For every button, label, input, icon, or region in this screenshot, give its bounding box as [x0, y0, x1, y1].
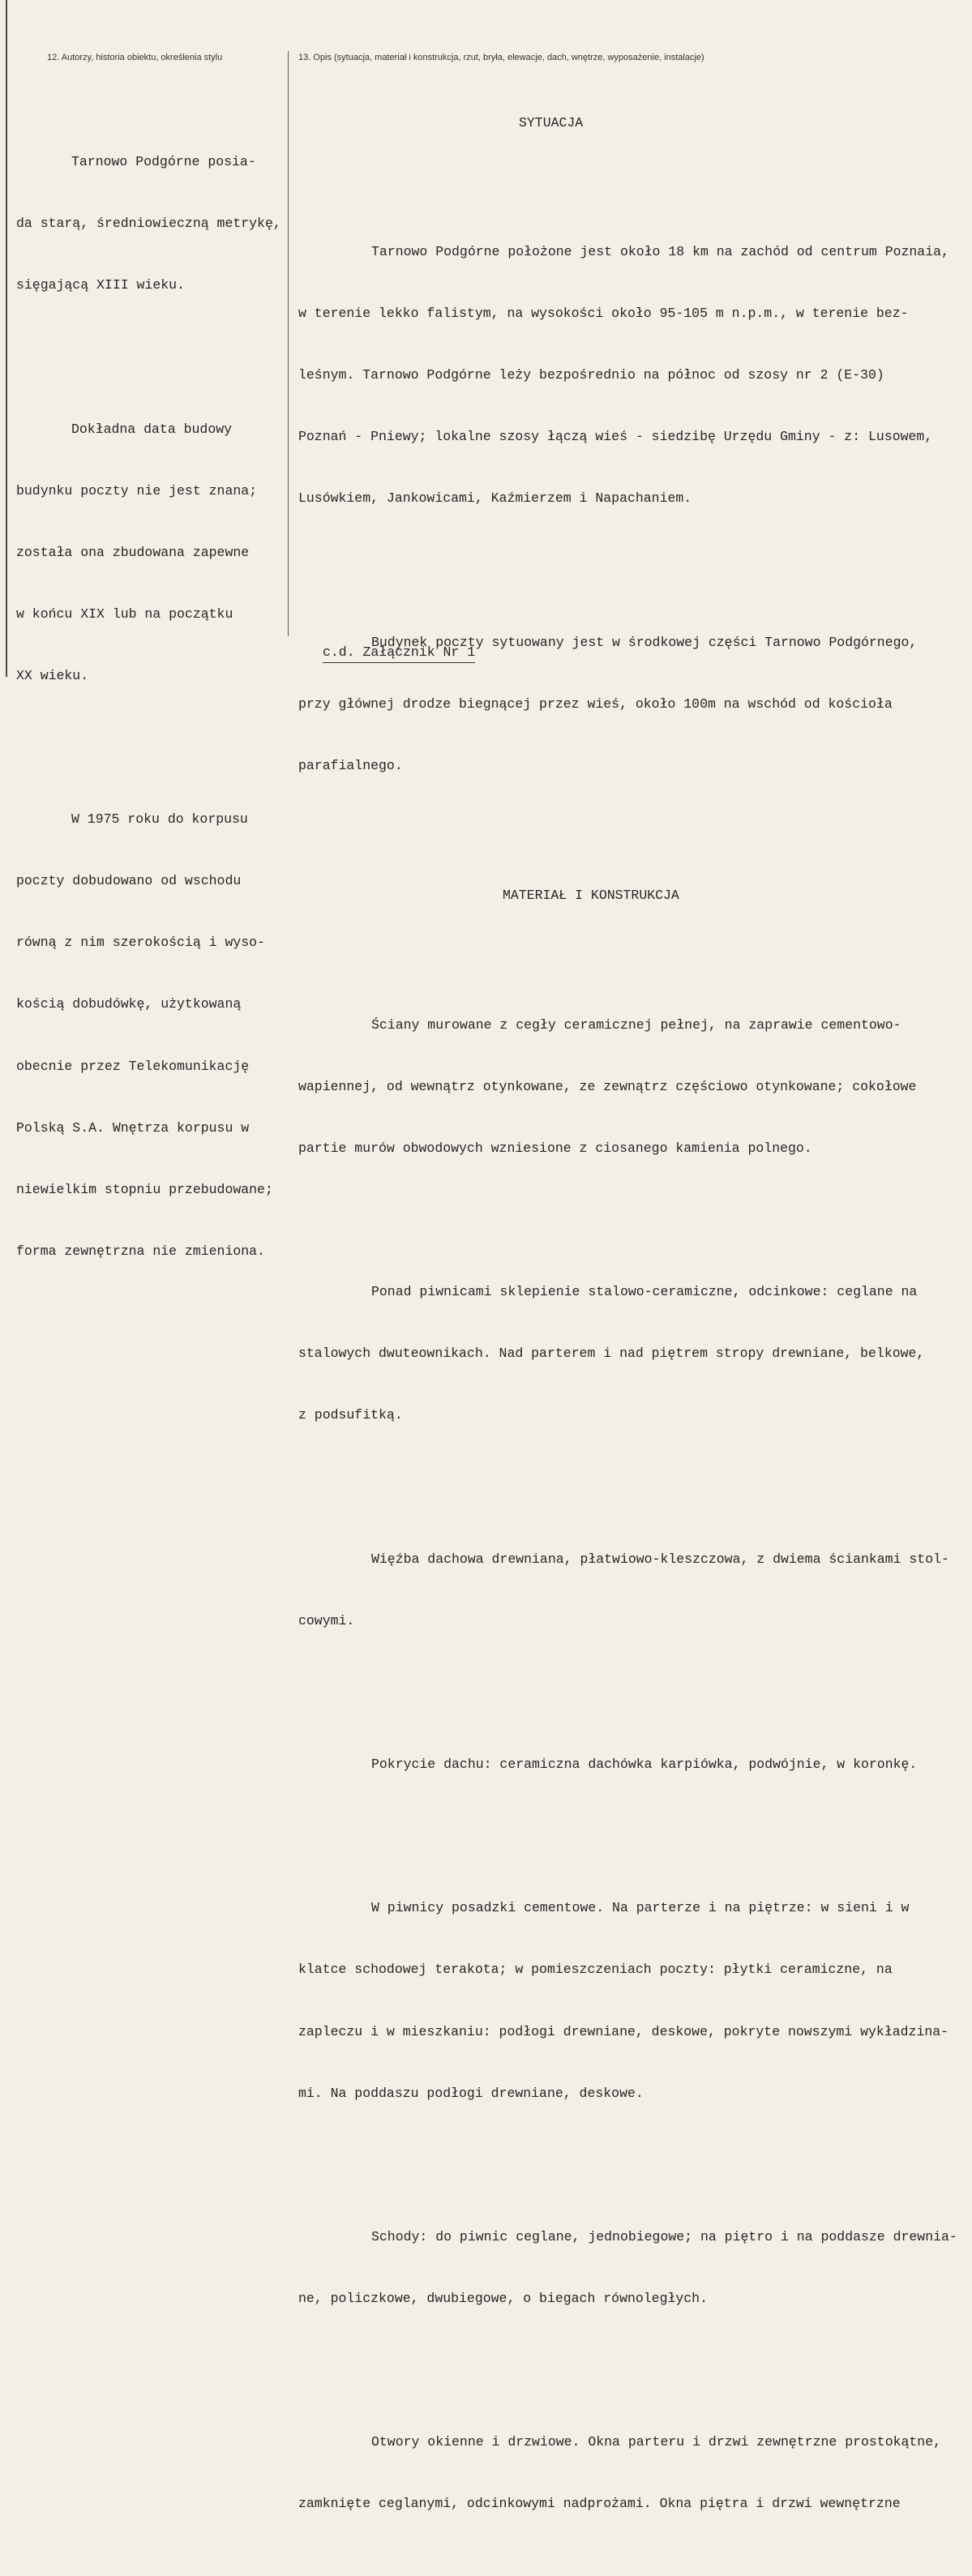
text-line: niewielkim stopniu przebudowane;	[16, 1181, 273, 1197]
text-line: mi. Na poddaszu podłogi drewniane, deskowe.	[298, 2085, 644, 2101]
text-line: sięgającą XIII wieku.	[16, 277, 185, 293]
paragraph	[298, 591, 967, 817]
text-line: Dokładna data budowy	[71, 421, 233, 437]
text-line: Więźba dachowa drewniana, płatwiowo-kleszczowa, z dwiema ściankami stol-	[371, 1551, 949, 1567]
paragraph	[16, 378, 284, 727]
text-line: wapiennej, od wewnątrz otynkowane, ze zewnątrz częściowo otynkowane; cokołowe	[298, 1078, 917, 1094]
text-line: Tarnowo Podgórne posia-	[71, 154, 256, 170]
text-line: Otwory okienne i drzwiowe. Okna parteru i drzwi zewnętrzne prostokątne,	[371, 2434, 942, 2450]
text-line: cowymi.	[298, 1612, 355, 1628]
text-line: przy głównej drodze biegnącej przez wieś, około 100m na wschód od kościoła	[298, 695, 893, 712]
text-line: Schody: do piwnic ceglane, jednobiegowe; na piętro i na poddasze drewnia-	[371, 2228, 957, 2244]
text-line: Budynek poczty sytuowany jest w środkowej części Tarnowo Podgórnego,	[371, 634, 918, 650]
text-line: W piwnicy posadzki cementowe. Na parterze i na piętrze: w sieni i w	[371, 1900, 910, 1916]
text-line: została ona zbudowana zapewne	[16, 544, 250, 560]
text-line: zapleczu i w mieszkaniu: podłogi drewniane, deskowe, pokryte nowszymi wykładzina-	[298, 2023, 949, 2039]
text-line: partie murów obwodowych wzniesione z ciosanego kamienia polnego.	[298, 1140, 812, 1156]
text-line: z podsufitką.	[298, 1407, 403, 1423]
text-line: ne, policzkowe, dwubiegowe, o biegach równoległych.	[298, 2290, 708, 2306]
text-line: W 1975 roku do korpusu	[71, 811, 248, 828]
paragraph	[298, 201, 967, 550]
text-line: Pokrycie dachu: ceramiczna dachówka karpiówka, podwójnie, w koronkę.	[371, 1757, 918, 1773]
text-line: Polską S.A. Wnętrza korpusu w	[16, 1119, 250, 1136]
text-line: forma zewnętrzna nie zmieniona.	[16, 1243, 265, 1259]
text-line: stalowych dwuteownikach. Nad parterem i nad piętrem stropy drewniane, belkowe,	[298, 1346, 925, 1362]
text-line: budynku poczty nie jest znana;	[16, 482, 258, 499]
paragraph	[298, 1240, 967, 1466]
paragraph	[298, 2185, 967, 2350]
paragraph	[16, 768, 284, 1303]
text-line: XX wieku.	[16, 667, 89, 683]
text-line: klatce schodowej terakota; w pomieszczeniach poczty: płytki ceramiczne, na	[298, 1962, 893, 1978]
text-line: parafialnego.	[298, 757, 403, 773]
text-line: Ściany murowane z cegły ceramicznej pełnej, na zaprawie cementowo-	[371, 1016, 901, 1033]
paragraph	[298, 1713, 967, 1816]
text-line: Lusówkiem, Jankowicami, Kaźmierzem i Napachaniem.	[298, 490, 692, 507]
text-line: kością dobudówkę, użytkowaną	[16, 996, 242, 1012]
field-label-13: 13. Opis (sytuacja, materiał i konstrukcja, rzut, bryła, elewacje, dach, wnętrze, wyposażenie, instalacje)	[298, 53, 704, 62]
text-line: da starą, średniowieczną metrykę,	[16, 216, 281, 232]
paragraph	[298, 1857, 967, 2145]
text-line: zamknięte ceglanymi, odcinkowymi nadprożami. Okna piętra i drzwi wewnętrzne	[298, 2496, 901, 2512]
paragraph	[298, 1508, 967, 1672]
field-label-12: 12. Autorzy, historia obiektu, określenia stylu	[47, 53, 223, 62]
authors-history-column	[16, 70, 284, 1323]
text-line: leśnym. Tarnowo Podgórne leży bezpośrednio na północ od szosy nr 2 (E-30)	[298, 367, 884, 383]
paragraph	[16, 111, 284, 337]
text-line: obecnie przez Telekomunikację	[16, 1058, 250, 1074]
text-line: poczty dobudowano od wschodu	[16, 873, 242, 889]
text-line: w terenie lekko falistym, na wysokości około 95-105 m n.p.m., w terenie bez-	[298, 306, 909, 322]
text-line: równą z nim szerokością i wyso-	[16, 935, 265, 951]
page-edge-line	[6, 0, 7, 677]
text-line: Poznań - Pniewy; lokalne szosy łączą wieś - siedzibę Urzędu Gminy - z: Lusowem,	[298, 429, 933, 445]
section-heading-sytuacja: SYTUACJA	[519, 114, 584, 131]
paragraph	[298, 973, 967, 1200]
text-line: Ponad piwnicami sklepienie stalowo-ceramiczne, odcinkowe: ceglane na	[371, 1284, 918, 1300]
description-column	[298, 71, 967, 2576]
continuation-note: c.d. Załącznik Nr 1	[323, 644, 475, 663]
paragraph	[298, 2391, 967, 2556]
text-line: w końcu XIX lub na początku	[16, 605, 233, 622]
column-divider	[288, 51, 289, 636]
section-heading-material: MATERIAŁ I KONSTRUKCJA	[503, 888, 679, 903]
text-line: Tarnowo Podgórne położone jest około 18 km na zachód od centrum Poznaia,	[371, 244, 949, 260]
